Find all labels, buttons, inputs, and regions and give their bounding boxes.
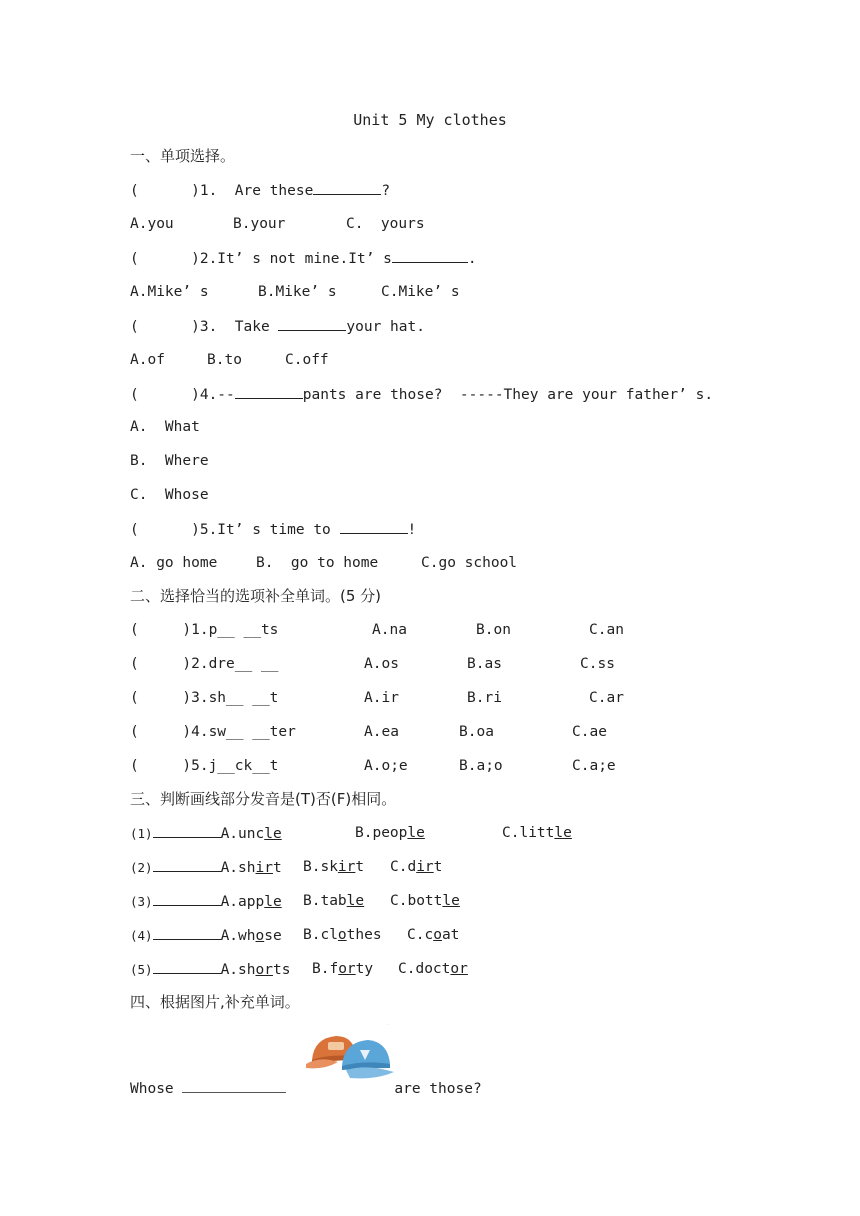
q3-option-c: C.off [285, 352, 329, 368]
word-item-3-stem: ( )3.sh__ __t [130, 690, 279, 706]
sound-item-2: (2) A.shirt [130, 857, 282, 878]
word-item-3-b: B.ri [467, 690, 502, 706]
section4-heading: 四、根据图片,补充单词。 [130, 993, 300, 1011]
q2-option-b: B.Mike’ s [258, 284, 337, 300]
picture-sentence: Whose are those? [130, 1078, 482, 1099]
word-item-5-a: A.o;e [364, 758, 408, 774]
sound-item-3-b: B.table [303, 893, 365, 909]
page-title: Unit 5 My clothes [353, 111, 507, 129]
sound-item-2-c: C.dirt [390, 859, 443, 875]
sound-item-1: (1) A.uncle [130, 823, 282, 844]
word-item-4-c: C.ae [572, 724, 607, 740]
q1-option-c: C. yours [346, 216, 425, 232]
q4-option-b: B. Where [130, 453, 209, 469]
sound-item-2-b: B.skirt [303, 859, 365, 875]
question-1: ( )1. Are these ? [130, 180, 390, 201]
q4-option-c: C. Whose [130, 487, 209, 503]
q2-option-a: A.Mike’ s [130, 284, 209, 300]
word-item-2-c: C.ss [580, 656, 615, 672]
sound-item-3: (3) A.apple [130, 891, 282, 912]
sound-item-4-c: C.coat [407, 927, 460, 943]
word-item-3-a: A.ir [364, 690, 399, 706]
word-item-2-stem: ( )2.dre__ __ [130, 656, 279, 672]
sound-item-5: (5) A.shorts [130, 959, 290, 980]
word-item-3-c: C.ar [589, 690, 624, 706]
q4-option-a: A. What [130, 419, 200, 435]
sound-item-3-c: C.bottle [390, 893, 460, 909]
word-item-5-c: C.a;e [572, 758, 616, 774]
question-4: ( )4.-- pants are those? -----They are your father’ s. [130, 384, 713, 405]
word-item-4-a: A.ea [364, 724, 399, 740]
sound-item-4-b: B.clothes [303, 927, 382, 943]
word-item-1-stem: ( )1.p__ __ts [130, 622, 279, 638]
section3-heading: 三、判断画线部分发音是(T)否(F)相同。 [130, 790, 397, 808]
sound-item-5-b: B.forty [312, 961, 374, 977]
q1-option-b: B.your [233, 216, 286, 232]
q3-option-b: B.to [207, 352, 242, 368]
question-2: ( )2.It’ s not mine.It’ s . [130, 248, 477, 269]
word-item-5-b: B.a;o [459, 758, 503, 774]
word-item-2-a: A.os [364, 656, 399, 672]
svg-text:¨: ¨ [386, 1024, 389, 1030]
sound-item-1-b: B.people [355, 825, 425, 841]
word-item-2-b: B.as [467, 656, 502, 672]
section1-heading: 一、单项选择。 [130, 147, 236, 165]
q1-option-a: A.you [130, 216, 174, 232]
q5-option-a: A. go home [130, 555, 218, 571]
word-item-1-c: C.an [589, 622, 624, 638]
word-item-1-b: B.on [476, 622, 511, 638]
q5-option-c: C.go school [421, 555, 518, 571]
q2-option-c: C.Mike’ s [381, 284, 460, 300]
question-3: ( )3. Take your hat. [130, 316, 425, 337]
q5-option-b: B. go to home [256, 555, 379, 571]
sound-item-5-c: C.doctor [398, 961, 468, 977]
question-5: ( )5.It’ s time to ! [130, 519, 416, 540]
word-item-1-a: A.na [372, 622, 407, 638]
sound-item-1-c: C.little [502, 825, 572, 841]
sound-item-4: (4) A.whose [130, 925, 282, 946]
q3-option-a: A.of [130, 352, 165, 368]
word-item-5-stem: ( )5.j__ck__t [130, 758, 279, 774]
word-item-4-b: B.oa [459, 724, 494, 740]
section2-heading: 二、选择恰当的选项补全单词。(5 分) [130, 587, 382, 605]
word-item-4-stem: ( )4.sw__ __ter [130, 724, 296, 740]
